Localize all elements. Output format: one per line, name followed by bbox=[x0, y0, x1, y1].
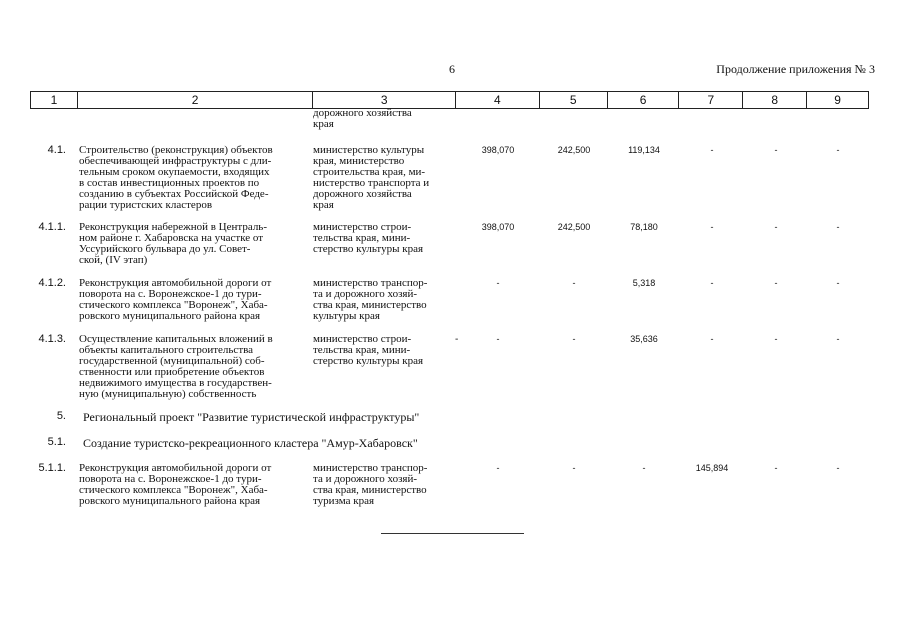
description-line: Реконструкция автомобильной дороги от bbox=[79, 277, 272, 289]
value-col-7: 145,894 bbox=[695, 463, 729, 473]
row-responsible bbox=[313, 145, 453, 211]
responsible-line: туризма края bbox=[313, 495, 375, 507]
value-col-5: - bbox=[572, 334, 576, 344]
description-line: Реконструкция набережной в Централь- bbox=[79, 221, 267, 233]
value-col-7: - bbox=[710, 334, 714, 344]
responsible-line: ства края, министерство bbox=[313, 299, 427, 311]
value-col-5: - bbox=[572, 278, 576, 288]
column-header-4: 4 bbox=[456, 92, 540, 108]
value-col-7: - bbox=[710, 145, 714, 155]
responsible-line: министерство строи- bbox=[313, 221, 412, 233]
value-col-9: - bbox=[836, 145, 840, 155]
section-heading: Региональный проект "Развитие туристической инфраструктуры" bbox=[83, 410, 420, 424]
stray-dash-mark: - bbox=[455, 334, 459, 345]
responsible-line: министерство строи- bbox=[313, 333, 412, 345]
description-line: обеспечивающей инфраструктуры с дли- bbox=[79, 155, 272, 167]
value-col-7: - bbox=[710, 222, 714, 232]
value-col-8: - bbox=[774, 334, 778, 344]
value-col-4: - bbox=[496, 334, 500, 344]
description-line: поворота на с. Воронежское-1 до тури- bbox=[79, 473, 262, 485]
row-number: 4.1.1. bbox=[38, 221, 66, 233]
responsible-line: строительства края, ми- bbox=[313, 166, 426, 178]
description-line: тельным сроком окупаемости, входящих bbox=[79, 166, 270, 178]
row-description bbox=[79, 222, 310, 266]
responsible-line: края bbox=[313, 199, 334, 211]
value-col-5: 242,500 bbox=[557, 222, 591, 232]
row-number: 4.1.2. bbox=[38, 277, 66, 289]
table-header-row bbox=[30, 91, 869, 109]
responsible-line: нистерство транспорта и bbox=[313, 177, 430, 189]
column-header-7: 7 bbox=[679, 92, 743, 108]
responsible-line: та и дорожного хозяй- bbox=[313, 473, 418, 485]
value-col-7: - bbox=[710, 278, 714, 288]
responsible-line: стерство культуры края bbox=[313, 355, 424, 367]
row-number: 5.1.1. bbox=[38, 462, 66, 474]
value-col-8: - bbox=[774, 222, 778, 232]
column-header-5: 5 bbox=[540, 92, 608, 108]
row-responsible bbox=[313, 222, 453, 255]
description-line: государственной (муниципальной) соб- bbox=[79, 355, 265, 367]
row-number: 4.1.3. bbox=[38, 333, 66, 345]
row-responsible bbox=[313, 278, 453, 322]
column-header-6: 6 bbox=[608, 92, 680, 108]
value-col-6: 35,636 bbox=[630, 334, 658, 344]
value-col-8: - bbox=[774, 145, 778, 155]
description-line: рации туристских кластеров bbox=[79, 199, 213, 211]
carryover-responsible-text bbox=[313, 108, 453, 130]
page-number: 6 bbox=[449, 62, 455, 76]
responsible-line: министерство транспор- bbox=[313, 462, 428, 474]
responsible-line: министерство транспор- bbox=[313, 277, 428, 289]
carryover-line: края bbox=[313, 118, 334, 130]
carryover-line: дорожного хозяйства bbox=[313, 107, 412, 119]
row-description bbox=[79, 145, 310, 211]
end-of-document-rule bbox=[381, 533, 524, 534]
description-line: ную (муниципальную) собственность bbox=[79, 388, 257, 400]
row-description bbox=[79, 334, 310, 400]
column-header-2: 2 bbox=[78, 92, 313, 108]
responsible-line: министерство культуры bbox=[313, 144, 425, 156]
description-line: ственности или приобретение объектов bbox=[79, 366, 265, 378]
description-line: поворота на с. Воронежское-1 до тури- bbox=[79, 288, 262, 300]
responsible-line: та и дорожного хозяй- bbox=[313, 288, 418, 300]
value-col-6: 78,180 bbox=[630, 222, 658, 232]
value-col-9: - bbox=[836, 334, 840, 344]
row-number: 5.1. bbox=[47, 436, 66, 448]
row-description bbox=[79, 463, 310, 507]
description-line: созданию в субъектах Российской Феде- bbox=[79, 188, 269, 200]
appendix-continuation-note: Продолжение приложения № 3 bbox=[716, 62, 875, 76]
responsible-line: культуры края bbox=[313, 310, 380, 322]
value-col-9: - bbox=[836, 463, 840, 473]
description-line: стического комплекса "Воронеж", Хаба- bbox=[79, 484, 268, 496]
description-line: ской, (IV этап) bbox=[79, 254, 148, 266]
row-number: 5. bbox=[56, 410, 66, 422]
description-line: ровского муниципального района края bbox=[79, 495, 261, 507]
row-number: 4.1. bbox=[47, 144, 66, 156]
column-header-9: 9 bbox=[834, 93, 841, 107]
responsible-line: тельства края, мини- bbox=[313, 232, 411, 244]
responsible-line: края, министерство bbox=[313, 155, 405, 167]
value-col-8: - bbox=[774, 463, 778, 473]
value-col-9: - bbox=[836, 278, 840, 288]
value-col-8: - bbox=[774, 278, 778, 288]
description-line: ровского муниципального района края bbox=[79, 310, 261, 322]
value-col-5: - bbox=[572, 463, 576, 473]
description-line: Уссурийского бульвара до ул. Совет- bbox=[79, 243, 251, 255]
description-line: в состав инвестиционных проектов по bbox=[79, 177, 260, 189]
value-col-4: 398,070 bbox=[481, 145, 515, 155]
row-description bbox=[79, 278, 310, 322]
value-col-4: - bbox=[496, 463, 500, 473]
responsible-line: дорожного хозяйства bbox=[313, 188, 412, 200]
row-responsible bbox=[313, 334, 453, 367]
row-responsible bbox=[313, 463, 453, 507]
column-header-1: 1 bbox=[31, 92, 78, 108]
value-col-5: 242,500 bbox=[557, 145, 591, 155]
description-line: Реконструкция автомобильной дороги от bbox=[79, 462, 272, 474]
value-col-6: 119,134 bbox=[628, 145, 660, 155]
column-header-8: 8 bbox=[743, 92, 807, 108]
value-col-6: - bbox=[642, 463, 646, 473]
description-line: Строительство (реконструкция) объектов bbox=[79, 144, 273, 156]
column-header-3: 3 bbox=[313, 92, 456, 108]
description-line: недвижимого имущества в государствен- bbox=[79, 377, 272, 389]
description-line: Осуществление капитальных вложений в bbox=[79, 333, 273, 345]
description-line: ном районе г. Хабаровска на участке от bbox=[79, 232, 264, 244]
responsible-line: стерство культуры края bbox=[313, 243, 424, 255]
description-line: объекты капитального строительства bbox=[79, 344, 254, 356]
value-col-4: - bbox=[496, 278, 500, 288]
value-col-9: - bbox=[836, 222, 840, 232]
description-line: стического комплекса "Воронеж", Хаба- bbox=[79, 299, 268, 311]
section-heading: Создание туристско-рекреационного кластера "Амур-Хабаровск" bbox=[83, 436, 418, 450]
responsible-line: ства края, министерство bbox=[313, 484, 427, 496]
value-col-4: 398,070 bbox=[481, 222, 515, 232]
value-col-6: 5,318 bbox=[632, 278, 656, 288]
responsible-line: тельства края, мини- bbox=[313, 344, 411, 356]
